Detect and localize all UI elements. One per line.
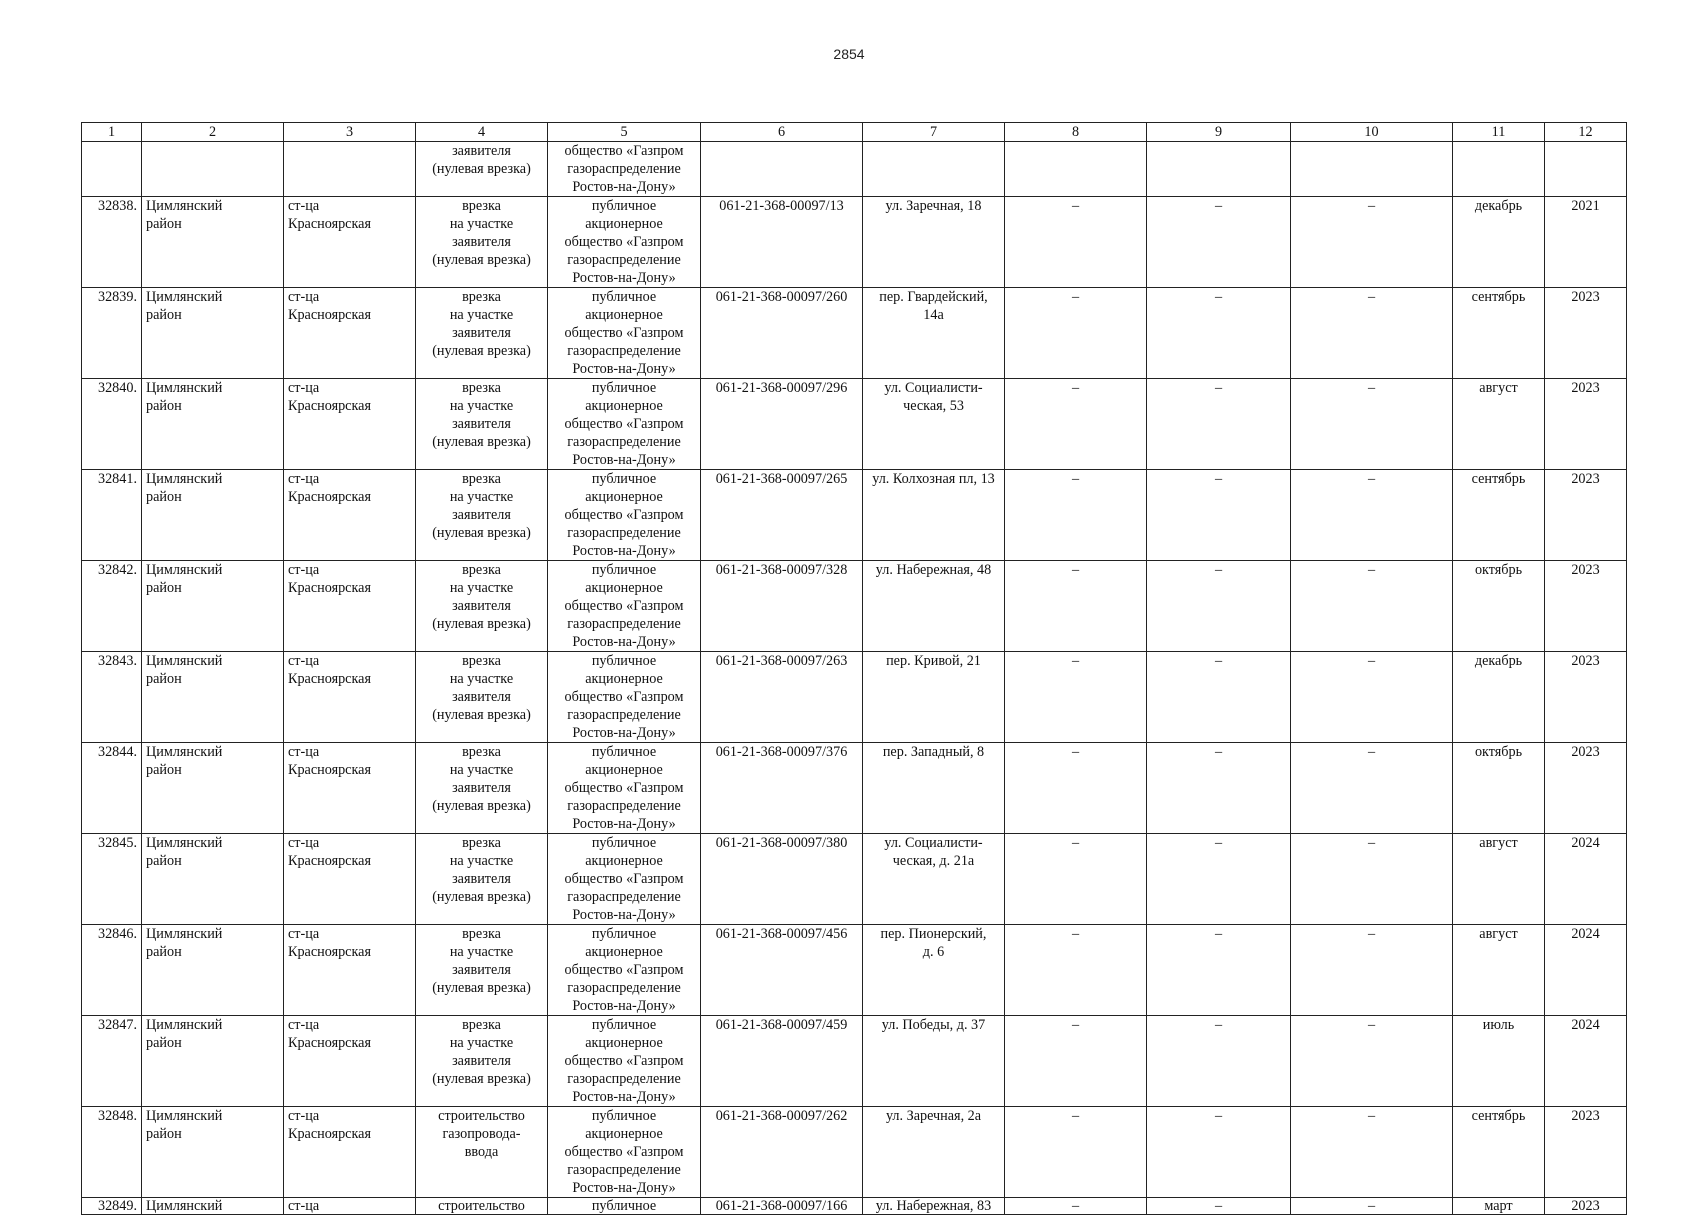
cell-number: 32838.	[82, 197, 142, 288]
cell-organization: публичное акционерное общество «Газпром газораспределение Ростов-на-Дону»	[548, 197, 701, 288]
header-cell: 12	[1545, 123, 1627, 142]
cell-number: 32841.	[82, 470, 142, 561]
cell-number: 32845.	[82, 834, 142, 925]
cell-code: 061-21-368-00097/328	[701, 561, 863, 652]
header-cell: 7	[863, 123, 1005, 142]
cell-month	[1453, 142, 1545, 197]
cell-organization: публичное акционерное общество «Газпром газораспределение Ростов-на-Дону»	[548, 379, 701, 470]
register-table	[81, 122, 1627, 1215]
cell-code: 061-21-368-00097/376	[701, 743, 863, 834]
cell-month: август	[1453, 379, 1545, 470]
cell-col8	[1005, 142, 1147, 197]
cell-col8: –	[1005, 561, 1147, 652]
cell-district: Цимлянский район	[142, 1016, 284, 1107]
table-row	[82, 561, 1627, 652]
cell-col10: –	[1291, 288, 1453, 379]
header-cell: 9	[1147, 123, 1291, 142]
header-cell: 1	[82, 123, 142, 142]
cell-year: 2021	[1545, 197, 1627, 288]
cell-year: 2023	[1545, 561, 1627, 652]
cell-work-type: врезка на участке заявителя (нулевая врезка)	[416, 652, 548, 743]
cell-col8: –	[1005, 743, 1147, 834]
cell-year: 2024	[1545, 925, 1627, 1016]
cell-district: Цимлянский район	[142, 743, 284, 834]
cell-address	[863, 142, 1005, 197]
cell-code: 061-21-368-00097/380	[701, 834, 863, 925]
cell-number: 32840.	[82, 379, 142, 470]
cell-address: ул. Набережная, 48	[863, 561, 1005, 652]
cell-address: пер. Пионерский, д. 6	[863, 925, 1005, 1016]
cell-code: 061-21-368-00097/265	[701, 470, 863, 561]
cell-year: 2023	[1545, 288, 1627, 379]
cell-locality: ст-ца Красноярская	[284, 652, 416, 743]
cell-code	[701, 142, 863, 197]
cell-month: август	[1453, 925, 1545, 1016]
cell-number	[82, 142, 142, 197]
cell-district: Цимлянский район	[142, 652, 284, 743]
cell-col9: –	[1147, 288, 1291, 379]
cell-month: август	[1453, 834, 1545, 925]
cell-number: 32844.	[82, 743, 142, 834]
cell-col9: –	[1147, 379, 1291, 470]
cell-address: ул. Социалисти- ческая, 53	[863, 379, 1005, 470]
cell-col8: –	[1005, 197, 1147, 288]
cell-district: Цимлянский район	[142, 1107, 284, 1198]
cell-organization: публичное акционерное общество «Газпром газораспределение Ростов-на-Дону»	[548, 1016, 701, 1107]
cell-year: 2024	[1545, 834, 1627, 925]
table-row	[82, 379, 1627, 470]
table-row	[82, 1198, 1627, 1215]
cell-locality: ст-ца Красноярская	[284, 470, 416, 561]
cell-work-type: заявителя (нулевая врезка)	[416, 142, 548, 197]
cell-work-type: врезка на участке заявителя (нулевая врезка)	[416, 834, 548, 925]
cell-number: 32847.	[82, 1016, 142, 1107]
cell-organization: публичное акционерное общество «Газпром газораспределение Ростов-на-Дону»	[548, 288, 701, 379]
table-row	[82, 925, 1627, 1016]
cell-work-type: врезка на участке заявителя (нулевая врезка)	[416, 288, 548, 379]
cell-col10: –	[1291, 743, 1453, 834]
cell-month: октябрь	[1453, 743, 1545, 834]
cell-work-type: врезка на участке заявителя (нулевая врезка)	[416, 470, 548, 561]
cell-locality	[284, 142, 416, 197]
cell-month: март	[1453, 1198, 1545, 1215]
cell-code: 061-21-368-00097/260	[701, 288, 863, 379]
cell-organization: публичное акционерное общество «Газпром газораспределение Ростов-на-Дону»	[548, 470, 701, 561]
cell-month: сентябрь	[1453, 1107, 1545, 1198]
cell-col10: –	[1291, 561, 1453, 652]
table-row	[82, 834, 1627, 925]
cell-col8: –	[1005, 470, 1147, 561]
cell-col8: –	[1005, 834, 1147, 925]
cell-year: 2023	[1545, 1107, 1627, 1198]
cell-work-type: врезка на участке заявителя (нулевая врезка)	[416, 743, 548, 834]
cell-code: 061-21-368-00097/459	[701, 1016, 863, 1107]
cell-col10: –	[1291, 470, 1453, 561]
cell-locality: ст-ца Красноярская	[284, 834, 416, 925]
cell-code: 061-21-368-00097/262	[701, 1107, 863, 1198]
cell-number: 32848.	[82, 1107, 142, 1198]
cell-district: Цимлянский район	[142, 834, 284, 925]
table-row	[82, 1107, 1627, 1198]
column-number-header	[82, 123, 1627, 142]
table-row	[82, 197, 1627, 288]
cell-locality: ст-ца Красноярская	[284, 379, 416, 470]
cell-year: 2023	[1545, 743, 1627, 834]
cell-address: ул. Колхозная пл, 13	[863, 470, 1005, 561]
cell-col9: –	[1147, 1016, 1291, 1107]
cell-district: Цимлянский район	[142, 288, 284, 379]
cell-district: Цимлянский	[142, 1198, 284, 1215]
table-row	[82, 652, 1627, 743]
cell-locality: ст-ца	[284, 1198, 416, 1215]
cell-year: 2023	[1545, 1198, 1627, 1215]
cell-code: 061-21-368-00097/456	[701, 925, 863, 1016]
cell-organization: публичное акционерное общество «Газпром газораспределение Ростов-на-Дону»	[548, 743, 701, 834]
cell-code: 061-21-368-00097/166	[701, 1198, 863, 1215]
cell-address: ул. Заречная, 2а	[863, 1107, 1005, 1198]
cell-month: октябрь	[1453, 561, 1545, 652]
header-cell: 11	[1453, 123, 1545, 142]
cell-col8: –	[1005, 1107, 1147, 1198]
table-row	[82, 1016, 1627, 1107]
cell-col10: –	[1291, 925, 1453, 1016]
cell-district	[142, 142, 284, 197]
cell-col10: –	[1291, 379, 1453, 470]
cell-locality: ст-ца Красноярская	[284, 925, 416, 1016]
cell-col9: –	[1147, 743, 1291, 834]
header-cell: 3	[284, 123, 416, 142]
cell-number: 32839.	[82, 288, 142, 379]
cell-year: 2023	[1545, 652, 1627, 743]
cell-work-type: врезка на участке заявителя (нулевая врезка)	[416, 1016, 548, 1107]
header-cell: 8	[1005, 123, 1147, 142]
cell-address: пер. Кривой, 21	[863, 652, 1005, 743]
cell-number: 32849.	[82, 1198, 142, 1215]
cell-district: Цимлянский район	[142, 561, 284, 652]
cell-district: Цимлянский район	[142, 197, 284, 288]
cell-district: Цимлянский район	[142, 379, 284, 470]
cell-col9: –	[1147, 1198, 1291, 1215]
cell-work-type: строительство газопровода- ввода	[416, 1107, 548, 1198]
table-row	[82, 288, 1627, 379]
cell-month: сентябрь	[1453, 288, 1545, 379]
cell-locality: ст-ца Красноярская	[284, 561, 416, 652]
cell-year: 2024	[1545, 1016, 1627, 1107]
cell-address: ул. Набережная, 83	[863, 1198, 1005, 1215]
cell-work-type: врезка на участке заявителя (нулевая врезка)	[416, 197, 548, 288]
table-row	[82, 470, 1627, 561]
cell-address: пер. Гвардейский, 14а	[863, 288, 1005, 379]
cell-month: декабрь	[1453, 652, 1545, 743]
cell-address: ул. Победы, д. 37	[863, 1016, 1005, 1107]
header-cell: 2	[142, 123, 284, 142]
cell-col8: –	[1005, 288, 1147, 379]
cell-year: 2023	[1545, 470, 1627, 561]
cell-locality: ст-ца Красноярская	[284, 197, 416, 288]
continuation-row	[82, 142, 1627, 197]
cell-col10: –	[1291, 834, 1453, 925]
cell-locality: ст-ца Красноярская	[284, 288, 416, 379]
cell-district: Цимлянский район	[142, 925, 284, 1016]
cell-col9: –	[1147, 470, 1291, 561]
cell-organization: публичное	[548, 1198, 701, 1215]
cell-col10: –	[1291, 652, 1453, 743]
cell-locality: ст-ца Красноярская	[284, 743, 416, 834]
cell-address: пер. Западный, 8	[863, 743, 1005, 834]
cell-col9: –	[1147, 561, 1291, 652]
cell-work-type: врезка на участке заявителя (нулевая врезка)	[416, 379, 548, 470]
cell-code: 061-21-368-00097/296	[701, 379, 863, 470]
cell-month: сентябрь	[1453, 470, 1545, 561]
cell-code: 061-21-368-00097/13	[701, 197, 863, 288]
cell-col9: –	[1147, 1107, 1291, 1198]
cell-organization: общество «Газпром газораспределение Ростов-на-Дону»	[548, 142, 701, 197]
cell-code: 061-21-368-00097/263	[701, 652, 863, 743]
cell-col9	[1147, 142, 1291, 197]
header-cell: 6	[701, 123, 863, 142]
cell-address: ул. Социалисти- ческая, д. 21а	[863, 834, 1005, 925]
cell-work-type: врезка на участке заявителя (нулевая врезка)	[416, 561, 548, 652]
page-number: 2854	[833, 46, 865, 62]
cell-col8: –	[1005, 925, 1147, 1016]
cell-number: 32842.	[82, 561, 142, 652]
header-cell: 10	[1291, 123, 1453, 142]
cell-organization: публичное акционерное общество «Газпром газораспределение Ростов-на-Дону»	[548, 925, 701, 1016]
cell-locality: ст-ца Красноярская	[284, 1107, 416, 1198]
cell-col8: –	[1005, 652, 1147, 743]
cell-organization: публичное акционерное общество «Газпром газораспределение Ростов-на-Дону»	[548, 1107, 701, 1198]
cell-month: декабрь	[1453, 197, 1545, 288]
cell-organization: публичное акционерное общество «Газпром газораспределение Ростов-на-Дону»	[548, 561, 701, 652]
cell-col9: –	[1147, 197, 1291, 288]
cell-col10: –	[1291, 197, 1453, 288]
cell-district: Цимлянский район	[142, 470, 284, 561]
header-cell: 4	[416, 123, 548, 142]
cell-col10: –	[1291, 1107, 1453, 1198]
cell-col10: –	[1291, 1198, 1453, 1215]
cell-organization: публичное акционерное общество «Газпром газораспределение Ростов-на-Дону»	[548, 834, 701, 925]
cell-col9: –	[1147, 652, 1291, 743]
cell-col10: –	[1291, 1016, 1453, 1107]
cell-organization: публичное акционерное общество «Газпром газораспределение Ростов-на-Дону»	[548, 652, 701, 743]
cell-year: 2023	[1545, 379, 1627, 470]
header-cell: 5	[548, 123, 701, 142]
cell-month: июль	[1453, 1016, 1545, 1107]
cell-number: 32846.	[82, 925, 142, 1016]
cell-work-type: врезка на участке заявителя (нулевая врезка)	[416, 925, 548, 1016]
cell-number: 32843.	[82, 652, 142, 743]
cell-locality: ст-ца Красноярская	[284, 1016, 416, 1107]
cell-col10	[1291, 142, 1453, 197]
cell-address: ул. Заречная, 18	[863, 197, 1005, 288]
cell-col9: –	[1147, 834, 1291, 925]
cell-col9: –	[1147, 925, 1291, 1016]
cell-col8: –	[1005, 1198, 1147, 1215]
cell-col8: –	[1005, 379, 1147, 470]
cell-work-type: строительство	[416, 1198, 548, 1215]
cell-year	[1545, 142, 1627, 197]
cell-col8: –	[1005, 1016, 1147, 1107]
table-row	[82, 743, 1627, 834]
